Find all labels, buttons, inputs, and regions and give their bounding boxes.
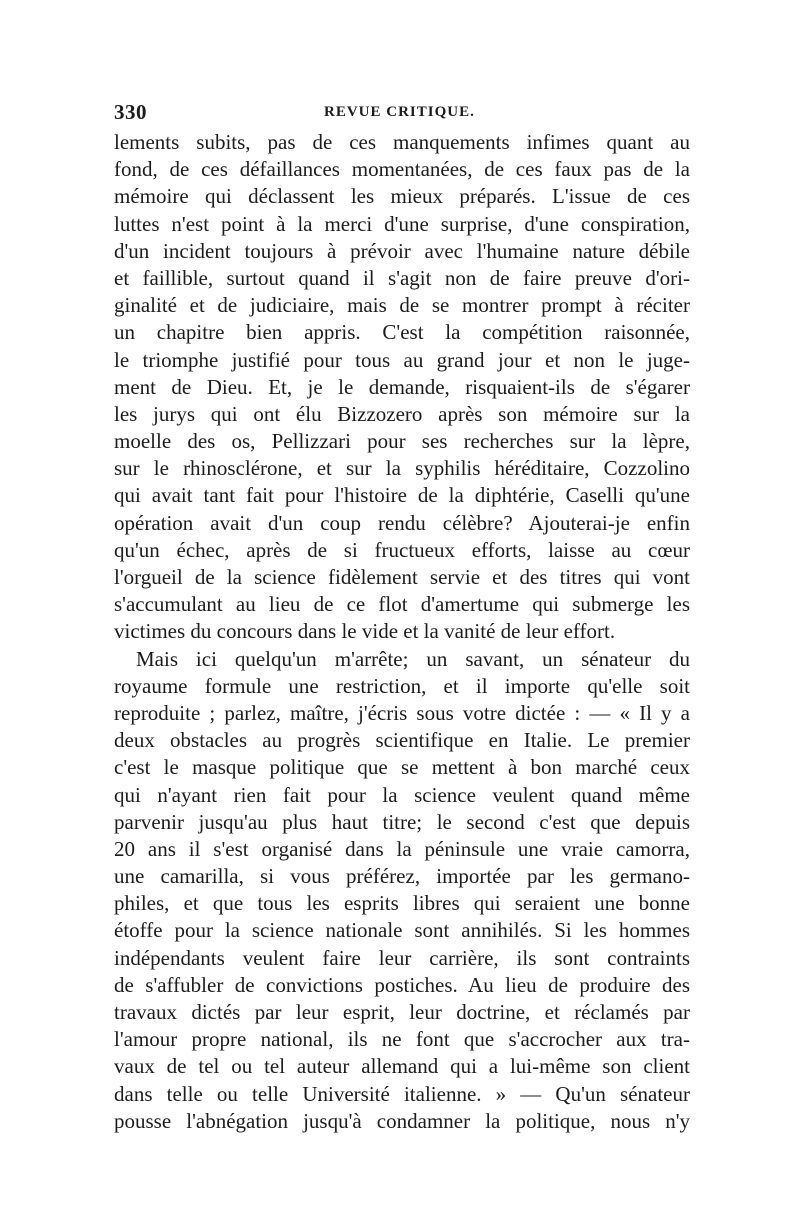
text-line: philes, et que tous les esprits libres qui seraient une bonne — [114, 891, 690, 916]
text-line: parvenir jusqu'au plus haut titre; le second c'est que depuis — [114, 809, 690, 834]
text-line: deux obstacles au progrès scientifique en Italie. Le premier — [114, 728, 690, 753]
text-line: l'amour propre national, ils ne font que s'accrocher aux tra- — [114, 1027, 690, 1052]
text-line: c'est le masque politique que se mettent à bon marché ceux — [114, 755, 690, 780]
text-line: dans telle ou telle Université italienne. » — Qu'un sénateur — [114, 1081, 690, 1106]
text-line: victimes du concours dans le vide et la vanité de leur effort. — [114, 619, 616, 644]
page-number: 330 — [114, 100, 147, 124]
text-line: un chapitre bien appris. C'est la compétition raisonnée, — [114, 320, 690, 345]
body-text — [114, 129, 690, 1135]
text-line: ment de Dieu. Et, je le demande, risquaient-ils de s'égarer — [114, 374, 690, 399]
text-line: reproduite ; parlez, maître, j'écris sous votre dictée : — « Il y a — [114, 700, 690, 725]
paragraph-2 — [114, 646, 690, 1135]
text-line: qui n'ayant rien fait pour la science veulent quand même — [114, 782, 690, 807]
paragraph-1 — [114, 129, 690, 646]
text-line: indépendants veulent faire leur carrière, ils sont contraints — [114, 945, 690, 970]
running-head — [114, 100, 690, 126]
text-line: luttes n'est point à la merci d'une surprise, d'une conspiration, — [114, 211, 690, 236]
text-line: pousse l'abnégation jusqu'à condamner la politique, nous n'y — [114, 1108, 690, 1133]
text-line: une camarilla, si vous préférez, importée par les germano- — [114, 864, 690, 889]
text-line: ginalité et de judiciaire, mais de se montrer prompt à réciter — [114, 293, 690, 318]
text-line: d'un incident toujours à prévoir avec l'humaine nature débile — [114, 238, 690, 263]
text-line: Mais ici quelqu'un m'arrête; un savant, un sénateur du — [136, 646, 690, 671]
text-line: fond, de ces défaillances momentanées, de ces faux pas de la — [114, 157, 690, 182]
text-line: les jurys qui ont élu Bizzozero après son mémoire sur la — [114, 401, 690, 426]
text-line: qu'un échec, après de si fructueux efforts, laisse au cœur — [114, 537, 690, 562]
text-line: vaux de tel ou tel auteur allemand qui a lui-même son client — [114, 1054, 690, 1079]
text-line: le triomphe justifié pour tous au grand jour et non le juge- — [114, 347, 690, 372]
text-line: l'orgueil de la science fidèlement servie et des titres qui vont — [114, 565, 690, 589]
text-line: mémoire qui déclassent les mieux préparés. L'issue de ces — [114, 184, 690, 209]
text-line: étoffe pour la science nationale sont annihilés. Si les hommes — [114, 918, 690, 943]
text-line: royaume formule une restriction, et il importe qu'elle soit — [114, 673, 690, 698]
text-line: de s'affubler de convictions postiches. Au lieu de produire des — [114, 972, 690, 997]
text-line: lements subits, pas de ces manquements infimes quant au — [114, 130, 690, 154]
text-line: travaux dictés par leur esprit, leur doctrine, et réclamés par — [114, 1000, 690, 1024]
text-line: s'accumulant au lieu de ce flot d'amertume qui submerge les — [114, 592, 690, 617]
text-line: 20 ans il s'est organisé dans la péninsule une vraie camorra, — [114, 836, 690, 861]
text-line: moelle des os, Pellizzari pour ses recherches sur la lèpre, — [114, 429, 690, 454]
journal-title: REVUE CRITIQUE. — [324, 104, 475, 120]
text-line: sur le rhinosclérone, et sur la syphilis héréditaire, Cozzolino — [114, 456, 690, 481]
text-line: et faillible, surtout quand il s'agit non de faire preuve d'ori- — [114, 265, 690, 290]
text-line: qui avait tant fait pour l'histoire de la diphtérie, Caselli qu'une — [114, 483, 690, 508]
text-line: opération avait d'un coup rendu célèbre? Ajouterai-je enfin — [114, 510, 690, 535]
